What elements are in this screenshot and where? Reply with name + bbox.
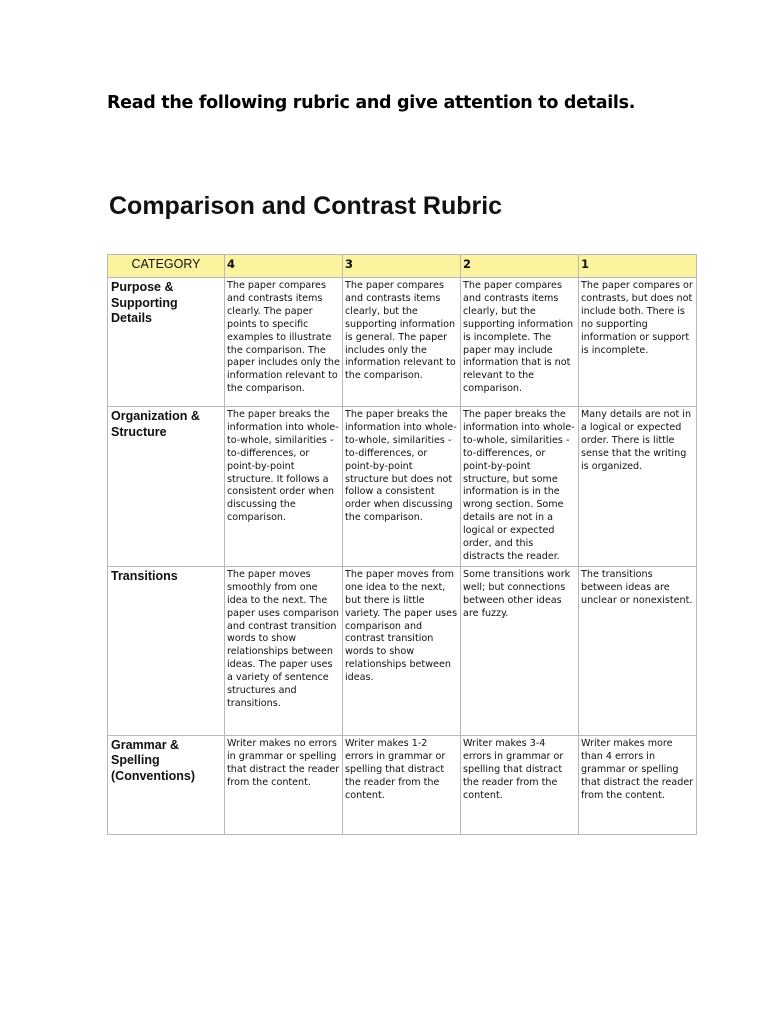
table-row [108, 278, 697, 407]
header-score-4: 4 [225, 255, 343, 278]
table-row [108, 407, 697, 567]
rubric-header-row [108, 255, 697, 278]
criterion-cell-2: Some transitions work well; but connections between other ideas are fuzzy. [461, 566, 579, 735]
criterion-cell-3: Writer makes 1-2 errors in grammar or spelling that distract the reader from the content. [343, 735, 461, 834]
table-row [108, 566, 697, 735]
category-purpose: Purpose & Supporting Details [108, 278, 225, 407]
criterion-cell-2: The paper breaks the information into whole-to-whole, similarities -to-differences, or point-by-point structure, but some information is in the wrong section. Some details are not in a logical or expected order, and this distracts the reader. [461, 407, 579, 567]
criterion-cell-1: Writer makes more than 4 errors in grammar or spelling that distract the reader from the content. [579, 735, 697, 834]
criterion-cell-1: The paper compares or contrasts, but does not include both. There is no supporting information or support is incomplete. [579, 278, 697, 407]
criterion-cell-4: The paper breaks the information into whole-to-whole, similarities -to-differences, or point-by-point structure. It follows a consistent order when discussing the comparison. [225, 407, 343, 567]
criterion-cell-3: The paper moves from one idea to the next, but there is little variety. The paper uses comparison and contrast transition words to show relationships between ideas. [343, 566, 461, 735]
criterion-cell-4: Writer makes no errors in grammar or spelling that distract the reader from the content. [225, 735, 343, 834]
criterion-cell-3: The paper breaks the information into whole-to-whole, similarities -to-differences, or point-by-point structure but does not follow a consistent order when discussing the comparison. [343, 407, 461, 567]
criterion-cell-3: The paper compares and contrasts items clearly, but the supporting information is general. The paper includes only the information relevant to the comparison. [343, 278, 461, 407]
header-score-2: 2 [461, 255, 579, 278]
header-score-3: 3 [343, 255, 461, 278]
criterion-cell-1: Many details are not in a logical or expected order. There is little sense that the writing is organized. [579, 407, 697, 567]
header-score-1: 1 [579, 255, 697, 278]
criterion-cell-2: The paper compares and contrasts items clearly, but the supporting information is incomplete. The paper may include information that is not relevant to the comparison. [461, 278, 579, 407]
rubric-table [107, 254, 697, 835]
category-grammar: Grammar & Spelling (Conventions) [108, 735, 225, 834]
header-category: CATEGORY [108, 255, 225, 278]
criterion-cell-4: The paper moves smoothly from one idea to the next. The paper uses comparison and contrast transition words to show relationships between ideas. The paper uses a variety of sentence structures and transitions. [225, 566, 343, 735]
category-transitions: Transitions [108, 566, 225, 735]
table-row [108, 735, 697, 834]
rubric-title: Comparison and Contrast Rubric [109, 192, 503, 220]
category-organization: Organization & Structure [108, 407, 225, 567]
instruction-text: Read the following rubric and give attention to details. [107, 93, 636, 113]
criterion-cell-2: Writer makes 3-4 errors in grammar or spelling that distract the reader from the content. [461, 735, 579, 834]
criterion-cell-4: The paper compares and contrasts items clearly. The paper points to specific examples to illustrate the comparison. The paper includes only the information relevant to the comparison. [225, 278, 343, 407]
criterion-cell-1: The transitions between ideas are unclear or nonexistent. [579, 566, 697, 735]
